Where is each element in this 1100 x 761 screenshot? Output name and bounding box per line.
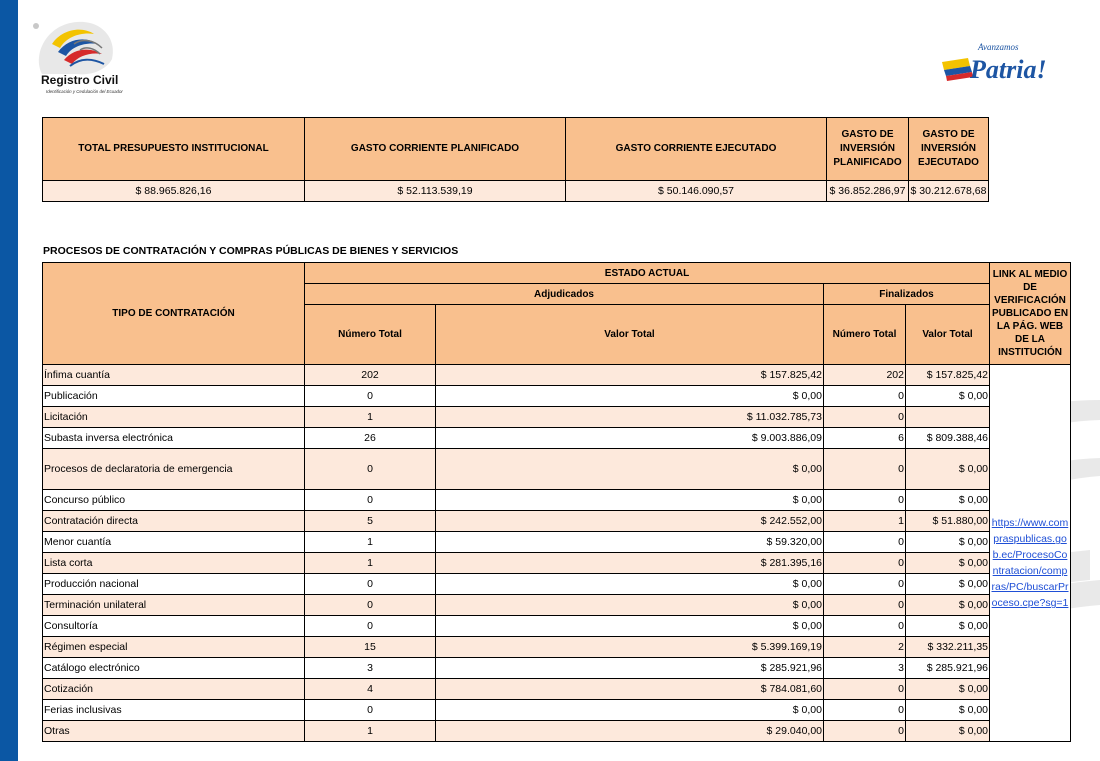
row-awarded-number: 1: [305, 721, 436, 742]
row-finalized-number: 202: [824, 365, 906, 386]
row-awarded-number: 26: [305, 428, 436, 449]
row-finalized-value: $ 0,00: [906, 532, 990, 553]
row-awarded-number: 0: [305, 386, 436, 407]
row-contract-type: Otras: [43, 721, 305, 742]
row-finalized-number: 0: [824, 574, 906, 595]
row-finalized-number: 2: [824, 637, 906, 658]
row-awarded-number: 202: [305, 365, 436, 386]
row-finalized-value: $ 0,00: [906, 386, 990, 407]
row-awarded-number: 15: [305, 637, 436, 658]
row-awarded-value: $ 784.081,60: [436, 679, 824, 700]
row-awarded-number: 1: [305, 407, 436, 428]
avanzamos-patria-logo: [938, 36, 1047, 90]
row-finalized-value: $ 51.880,00: [906, 511, 990, 532]
row-finalized-number: 0: [824, 490, 906, 511]
row-contract-type: Concurso público: [43, 490, 305, 511]
row-awarded-number: 0: [305, 449, 436, 490]
row-awarded-number: 1: [305, 532, 436, 553]
svg-text:Avanzamos: Avanzamos: [978, 42, 1019, 52]
row-awarded-number: 1: [305, 553, 436, 574]
row-awarded-value: $ 242.552,00: [436, 511, 824, 532]
row-finalized-number: 6: [824, 428, 906, 449]
row-awarded-value: $ 0,00: [436, 386, 824, 407]
row-awarded-number: 5: [305, 511, 436, 532]
row-finalized-number: 0: [824, 532, 906, 553]
row-finalized-value: $ 0,00: [906, 700, 990, 721]
row-awarded-value: $ 281.395,16: [436, 553, 824, 574]
header-awarded-number: Número Total: [305, 305, 436, 365]
row-contract-type: Contratación directa: [43, 511, 305, 532]
row-finalized-value: $ 0,00: [906, 553, 990, 574]
row-finalized-value: $ 0,00: [906, 721, 990, 742]
header-awarded-value: Valor Total: [436, 305, 824, 365]
left-accent-bar: [0, 0, 18, 761]
row-contract-type: Ínfima cuantía: [43, 365, 305, 386]
row-finalized-value: $ 809.388,46: [906, 428, 990, 449]
row-finalized-value: $ 0,00: [906, 679, 990, 700]
row-awarded-value: $ 59.320,00: [436, 532, 824, 553]
svg-text:Patria!: Patria!: [970, 55, 1047, 84]
row-finalized-number: 0: [824, 721, 906, 742]
table-row: [43, 553, 1071, 574]
table-row: [43, 637, 1071, 658]
row-finalized-number: 0: [824, 553, 906, 574]
table-row: [43, 532, 1071, 553]
row-finalized-value: $ 285.921,96: [906, 658, 990, 679]
budget-value-total: $ 88.965.826,16: [43, 181, 305, 202]
table-row: [43, 386, 1071, 407]
row-contract-type: Licitación: [43, 407, 305, 428]
row-awarded-value: $ 5.399.169,19: [436, 637, 824, 658]
svg-text:Identificación y Cedulación de: Identificación y Cedulación del Ecuador: [46, 89, 123, 94]
row-awarded-value: $ 0,00: [436, 616, 824, 637]
row-finalized-number: 0: [824, 700, 906, 721]
row-awarded-value: $ 29.040,00: [436, 721, 824, 742]
row-awarded-value: $ 9.003.886,09: [436, 428, 824, 449]
row-finalized-value: $ 0,00: [906, 449, 990, 490]
budget-values-row: [43, 181, 989, 202]
row-awarded-number: 3: [305, 658, 436, 679]
header-finalized: Finalizados: [824, 284, 990, 305]
procurement-table: [42, 262, 1071, 742]
verification-link[interactable]: https://www.compraspublicas.gob.ec/ProcesoContratacion/compras/PC/buscarProceso.cpe?sg=1: [991, 517, 1069, 610]
table-row: [43, 490, 1071, 511]
row-awarded-value: $ 0,00: [436, 449, 824, 490]
budget-value-investment-executed: $ 30.212.678,68: [909, 181, 989, 202]
row-awarded-value: $ 285.921,96: [436, 658, 824, 679]
proc-header-row-1: [43, 263, 1071, 284]
row-awarded-value: $ 0,00: [436, 595, 824, 616]
row-finalized-value: $ 332.211,35: [906, 637, 990, 658]
row-contract-type: Publicación: [43, 386, 305, 407]
table-row: [43, 679, 1071, 700]
budget-value-current-executed: $ 50.146.090,57: [566, 181, 827, 202]
row-finalized-value: $ 157.825,42: [906, 365, 990, 386]
row-finalized-number: 0: [824, 616, 906, 637]
row-awarded-number: 0: [305, 574, 436, 595]
budget-value-investment-planned: $ 36.852.286,97: [827, 181, 909, 202]
row-contract-type: Ferias inclusivas: [43, 700, 305, 721]
table-row: [43, 511, 1071, 532]
row-finalized-value: $ 0,00: [906, 490, 990, 511]
section-title: PROCESOS DE CONTRATACIÓN Y COMPRAS PÚBLICAS DE BIENES Y SERVICIOS: [43, 245, 459, 257]
header-finalized-number: Número Total: [824, 305, 906, 365]
budget-header-current-planned: GASTO CORRIENTE PLANIFICADO: [305, 118, 566, 181]
budget-value-current-planned: $ 52.113.539,19: [305, 181, 566, 202]
table-row: [43, 449, 1071, 490]
row-contract-type: Menor cuantía: [43, 532, 305, 553]
row-finalized-number: 0: [824, 407, 906, 428]
row-finalized-number: 0: [824, 595, 906, 616]
row-finalized-number: 0: [824, 386, 906, 407]
header-finalized-value: Valor Total: [906, 305, 990, 365]
row-awarded-value: $ 157.825,42: [436, 365, 824, 386]
budget-header-current-executed: GASTO CORRIENTE EJECUTADO: [566, 118, 827, 181]
row-awarded-number: 0: [305, 490, 436, 511]
header-current-state: ESTADO ACTUAL: [305, 263, 990, 284]
empty-link-cell: [990, 365, 1071, 386]
header-contract-type: TIPO DE CONTRATACIÓN: [43, 263, 305, 365]
table-row: [43, 616, 1071, 637]
budget-header-total: TOTAL PRESUPUESTO INSTITUCIONAL: [43, 118, 305, 181]
budget-header-investment-executed: GASTO DE INVERSIÓN EJECUTADO: [909, 118, 989, 181]
table-row: [43, 595, 1071, 616]
table-row: [43, 365, 1071, 386]
budget-summary-table: [42, 117, 989, 202]
row-contract-type: Subasta inversa electrónica: [43, 428, 305, 449]
table-row: [43, 407, 1071, 428]
table-row: [43, 721, 1071, 742]
row-contract-type: Consultoría: [43, 616, 305, 637]
row-contract-type: Régimen especial: [43, 637, 305, 658]
row-contract-type: Terminación unilateral: [43, 595, 305, 616]
row-finalized-number: 1: [824, 511, 906, 532]
row-contract-type: Lista corta: [43, 553, 305, 574]
row-finalized-number: 3: [824, 658, 906, 679]
budget-header-investment-planned: GASTO DE INVERSIÓN PLANIFICADO: [827, 118, 909, 181]
row-awarded-value: $ 0,00: [436, 490, 824, 511]
table-row: [43, 574, 1071, 595]
row-finalized-number: 0: [824, 679, 906, 700]
row-awarded-value: $ 11.032.785,73: [436, 407, 824, 428]
svg-text:Registro Civil: Registro Civil: [41, 73, 119, 87]
table-row: [43, 658, 1071, 679]
row-contract-type: Cotización: [43, 679, 305, 700]
row-awarded-number: 4: [305, 679, 436, 700]
table-row: [43, 428, 1071, 449]
header-verification-link: LINK AL MEDIO DE VERIFICACIÓN PUBLICADO EN LA PÁG. WEB DE LA INSTITUCIÓN: [990, 263, 1071, 365]
row-awarded-number: 0: [305, 595, 436, 616]
procurement-table-body: [43, 365, 1071, 742]
row-awarded-number: 0: [305, 616, 436, 637]
row-contract-type: Producción nacional: [43, 574, 305, 595]
verification-link-cell: [990, 386, 1071, 742]
row-finalized-value: [906, 407, 990, 428]
row-finalized-value: $ 0,00: [906, 595, 990, 616]
header-awarded: Adjudicados: [305, 284, 824, 305]
row-finalized-value: $ 0,00: [906, 616, 990, 637]
budget-header-row: [43, 118, 989, 181]
row-contract-type: Procesos de declaratoria de emergencia: [43, 449, 305, 490]
table-row: [43, 700, 1071, 721]
row-contract-type: Catálogo electrónico: [43, 658, 305, 679]
registro-civil-logo: [22, 14, 132, 110]
row-finalized-number: 0: [824, 449, 906, 490]
row-awarded-value: $ 0,00: [436, 574, 824, 595]
row-awarded-number: 0: [305, 700, 436, 721]
row-awarded-value: $ 0,00: [436, 700, 824, 721]
row-finalized-value: $ 0,00: [906, 574, 990, 595]
